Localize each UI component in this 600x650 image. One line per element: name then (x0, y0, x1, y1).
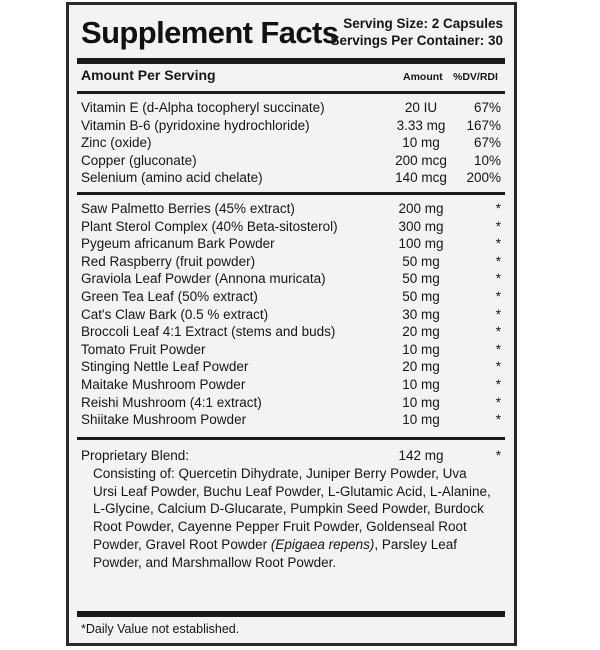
nutrient-dv: * (495, 289, 501, 304)
blend-amount: 142 mg (398, 448, 444, 463)
nutrient-name: Vitamin B-6 (pyridoxine hydrochloride) (81, 117, 310, 133)
nutrient-amount: 200 mg (398, 201, 444, 216)
nutrient-amount: 3.33 mg (396, 117, 446, 133)
botanical-divider (77, 437, 505, 440)
nutrient-dv: 67% (473, 100, 501, 115)
nutrient-name: Graviola Leaf Powder (Annona muricata) (81, 271, 326, 287)
nutrient-row (77, 100, 505, 117)
nutrient-name: Tomato Fruit Powder (81, 341, 206, 357)
nutrient-row (77, 170, 505, 187)
nutrient-name: Vitamin E (d-Alpha tocopheryl succinate) (81, 100, 325, 115)
nutrient-row (77, 201, 505, 218)
nutrient-row (77, 377, 505, 394)
nutrient-name: Saw Palmetto Berries (45% extract) (81, 201, 295, 216)
nutrient-dv: * (495, 359, 501, 375)
nutrient-row (77, 254, 505, 271)
nutrient-amount: 10 mg (402, 377, 440, 392)
nutrient-name: Stinging Nettle Leaf Powder (81, 359, 249, 375)
nutrient-dv: * (495, 377, 501, 392)
dv-column-header: %DV/RDI (453, 71, 498, 83)
nutrient-row (77, 412, 505, 429)
nutrient-name: Red Raspberry (fruit powder) (81, 253, 256, 269)
nutrient-amount: 20 IU (404, 100, 438, 115)
nutrient-amount: 140 mcg (395, 170, 447, 186)
amount-column-header: Amount (403, 71, 443, 83)
nutrient-name: Copper (gluconate) (81, 152, 197, 168)
label-title: Supplement Facts (81, 15, 339, 50)
nutrient-amount: 200 mcg (395, 152, 447, 168)
nutrient-row (77, 359, 505, 376)
nutrient-dv: * (495, 253, 501, 269)
blend-ingredients (81, 465, 491, 572)
amount-per-serving-header: Amount Per Serving (81, 67, 216, 83)
nutrient-row (77, 307, 505, 324)
nutrient-name: Broccoli Leaf 4:1 Extract (stems and buds) (81, 324, 336, 340)
nutrient-dv: * (495, 306, 501, 322)
nutrient-row (77, 219, 505, 236)
blend-text-before: Consisting of: Quercetin Dihydrate, Juniper Berry Powder, Uva Ursi Leaf Powder, Buchu Leaf Powder, L-Glutamic Acid, L-Alanine, L-Glycine, Calcium D-Glucarate, Pumpkin Seed Powder, Burdock Root Powder, Cayenne Pepper Fruit Powder, Goldenseal Root Powder, Gravel Root Powder (93, 465, 491, 552)
title-divider (77, 58, 505, 64)
nutrient-dv: * (495, 201, 501, 216)
nutrient-amount: 10 mg (402, 394, 440, 410)
header-divider (77, 91, 505, 94)
blend-description (81, 447, 491, 572)
supplement-facts-panel (66, 2, 517, 646)
nutrient-amount: 10 mg (402, 341, 440, 357)
nutrient-dv: * (495, 341, 501, 357)
nutrient-amount: 10 mg (402, 135, 440, 151)
nutrient-row (77, 118, 505, 135)
nutrient-dv: * (495, 324, 501, 340)
vitamin-divider (77, 192, 505, 195)
nutrient-name: Reishi Mushroom (4:1 extract) (81, 394, 262, 410)
nutrient-amount: 10 mg (402, 412, 440, 428)
nutrient-dv: * (495, 412, 501, 428)
nutrient-name: Shiitake Mushroom Powder (81, 412, 247, 428)
nutrient-row (77, 342, 505, 359)
nutrient-dv: * (495, 271, 501, 287)
nutrient-dv: 167% (466, 117, 501, 133)
nutrient-name: Green Tea Leaf (50% extract) (81, 289, 258, 304)
nutrient-dv: 10% (473, 152, 501, 168)
nutrient-dv: * (495, 394, 501, 410)
blend-text-italic: (Epigaea repens) (270, 536, 375, 552)
nutrient-name: Plant Sterol Complex (40% Beta-sitosterol) (81, 218, 338, 234)
nutrient-name: Zinc (oxide) (81, 135, 152, 151)
nutrient-dv: * (495, 236, 501, 252)
blend-dv: * (495, 448, 501, 463)
servings-per-container: Servings Per Container: 30 (330, 33, 503, 48)
serving-size: Serving Size: 2 Capsules (343, 16, 503, 31)
nutrient-row (77, 289, 505, 306)
nutrient-name: Cat's Claw Bark (0.5 % extract) (81, 306, 269, 322)
nutrient-row (77, 153, 505, 170)
nutrient-dv: * (495, 218, 501, 234)
nutrient-dv: 67% (473, 135, 501, 151)
footer-divider (77, 611, 505, 617)
nutrient-amount: 30 mg (402, 306, 440, 322)
nutrient-row (77, 395, 505, 412)
nutrient-row (77, 324, 505, 341)
nutrient-amount: 50 mg (402, 289, 440, 304)
nutrient-name: Maitake Mushroom Powder (81, 377, 246, 392)
blend-text-after: , Parsley Leaf Powder, and Marshmallow Root Powder. (93, 536, 457, 570)
nutrient-amount: 50 mg (402, 253, 440, 269)
nutrient-amount: 100 mg (398, 236, 444, 252)
nutrient-row (77, 135, 505, 152)
nutrient-name: Pygeum africanum Bark Powder (81, 236, 275, 252)
nutrient-amount: 300 mg (398, 218, 444, 234)
blend-name: Proprietary Blend: (81, 448, 190, 463)
nutrient-name: Selenium (amino acid chelate) (81, 170, 263, 186)
nutrient-row (77, 236, 505, 253)
nutrient-row (77, 271, 505, 288)
footnote: *Daily Value not established. (81, 622, 240, 636)
nutrient-amount: 20 mg (402, 359, 440, 375)
nutrient-dv: 200% (466, 170, 501, 186)
serving-info (330, 15, 503, 49)
nutrient-amount: 20 mg (402, 324, 440, 340)
nutrient-amount: 50 mg (402, 271, 440, 287)
